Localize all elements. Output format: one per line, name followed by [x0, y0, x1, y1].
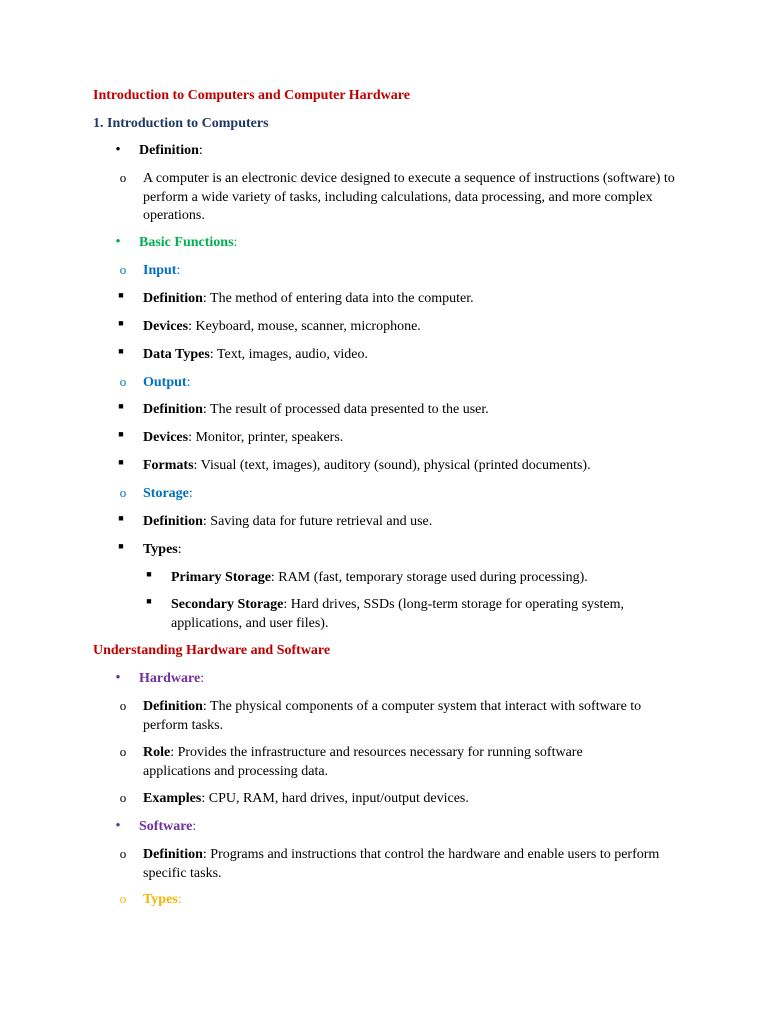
item-text: : CPU, RAM, hard drives, input/output devices.: [201, 791, 469, 806]
item-label: Software: [139, 819, 193, 834]
square-bullet-icon: ■: [118, 401, 124, 411]
item-text: : The physical components of a computer system that interact with software to perform tasks.: [143, 699, 642, 733]
square-bullet-icon: ■: [118, 457, 124, 467]
item-label: Output: [143, 375, 187, 390]
circle-bullet-icon: o: [119, 744, 127, 759]
item-label: Devices: [143, 319, 189, 334]
item-label: Examples: [143, 791, 202, 806]
item-text: : Provides the infrastructure and resources necessary for running software applications and processing data.: [143, 745, 583, 779]
item-text: : Monitor, printer, speakers.: [188, 430, 344, 445]
item-label: Definition: [143, 514, 203, 529]
circle-bullet-icon: o: [119, 262, 127, 277]
item-label: Definition: [143, 847, 203, 862]
square-bullet-icon: ■: [118, 429, 124, 439]
item-label: Input: [143, 263, 177, 278]
square-bullet-icon: ■: [118, 346, 124, 356]
document-page: Introduction to Computers and Computer Hardware 1. Introduction to Computers • Definition: o A computer is an electronic device designed to execute a sequence of instructions (software) to perform a wide variety of tasks, including calculations, data processing, and more complex operations. • Basic Functions: o Input: ■ Definition: The method of entering data into the computer. ■ Devices: Keyboard, mouse, scanner, microphone. ■ Data Types: Text, images, audio, video. o Output: ■ Definition: The result of processed data presented to the user. ■ Devices: Monitor, printer, speakers. ■ Formats: Visual (text, images), auditory (sound), physical (printed documents). o Storage: ■ Definition: Saving data for future retrieval and use. ■ Types: ■ Primary Storage: RAM (fast, temporary storage used during processing). ■ Secondary Storage: Hard drives, SSDs (long-term storage for operating system, applications, and user files). Understanding Hardware and Software • Hardware: o Definition: The physical components of a computer system that interact with software to perform tasks. o Role: Provides the infrastructure and resources necessary for running software applications and processing data. o Examples: CPU, RAM, hard drives, input/output devices. • Software: o Definition: Programs and instructions that control the hardware and enable users to perform specific tasks. o Types:: [0, 0, 768, 1024]
item-text: : Programs and instructions that control the hardware and enable users to perform specific tasks.: [143, 847, 660, 881]
circle-bullet-icon: o: [119, 485, 127, 500]
circle-bullet-icon: o: [119, 790, 127, 805]
square-bullet-icon: ■: [118, 318, 124, 328]
circle-bullet-icon: o: [119, 846, 127, 861]
item-text: : Text, images, audio, video.: [209, 347, 368, 362]
square-bullet-icon: ■: [118, 541, 124, 551]
definition-paragraph: A computer is an electronic device designed to execute a sequence of instructions (software) to perform a wide variety of tasks, including calculations, data processing, and more complex operations.: [143, 171, 675, 223]
item-text: : The method of entering data into the computer.: [202, 291, 474, 306]
bullet-icon: •: [115, 670, 121, 686]
item-label: Definition: [143, 291, 203, 306]
item-label: Hardware: [139, 671, 201, 686]
item-label: Definition: [143, 402, 203, 417]
item-label: Storage: [143, 486, 189, 501]
document-title: Introduction to Computers and Computer Hardware: [93, 88, 410, 103]
bullet-icon: •: [115, 818, 121, 834]
item-label: Definition: [143, 699, 203, 714]
square-bullet-icon: ■: [118, 290, 124, 300]
circle-bullet-icon: o: [119, 891, 127, 906]
circle-bullet-icon: o: [119, 170, 127, 185]
item-text: : The result of processed data presented to the user.: [202, 402, 489, 417]
section-heading-hardware-software: Understanding Hardware and Software: [93, 643, 331, 658]
item-label: Primary Storage: [171, 570, 271, 585]
item-label: Types: [143, 542, 178, 557]
section-heading-intro: 1. Introduction to Computers: [93, 116, 269, 131]
item-label: Definition: [139, 143, 199, 158]
item-label: Secondary Storage: [171, 597, 284, 612]
item-label: Formats: [143, 458, 194, 473]
square-bullet-icon: ■: [118, 513, 124, 523]
square-bullet-icon: ■: [146, 596, 152, 606]
item-label: Role: [143, 745, 171, 760]
circle-bullet-icon: o: [119, 374, 127, 389]
bullet-icon: •: [115, 234, 121, 250]
item-text: : Visual (text, images), auditory (sound), physical (printed documents).: [193, 458, 591, 473]
item-text: : Keyboard, mouse, scanner, microphone.: [188, 319, 421, 334]
circle-bullet-icon: o: [119, 698, 127, 713]
item-label: Data Types: [143, 347, 210, 362]
square-bullet-icon: ■: [146, 569, 152, 579]
item-label: Devices: [143, 430, 189, 445]
item-text: : Hard drives, SSDs (long-term storage for operating system, applications, and user files).: [171, 597, 624, 631]
item-label: Types: [143, 892, 178, 907]
bullet-icon: •: [115, 142, 121, 158]
item-text: : RAM (fast, temporary storage used during processing).: [270, 570, 588, 585]
item-text: : Saving data for future retrieval and use.: [202, 514, 433, 529]
item-label: Basic Functions: [139, 235, 234, 250]
